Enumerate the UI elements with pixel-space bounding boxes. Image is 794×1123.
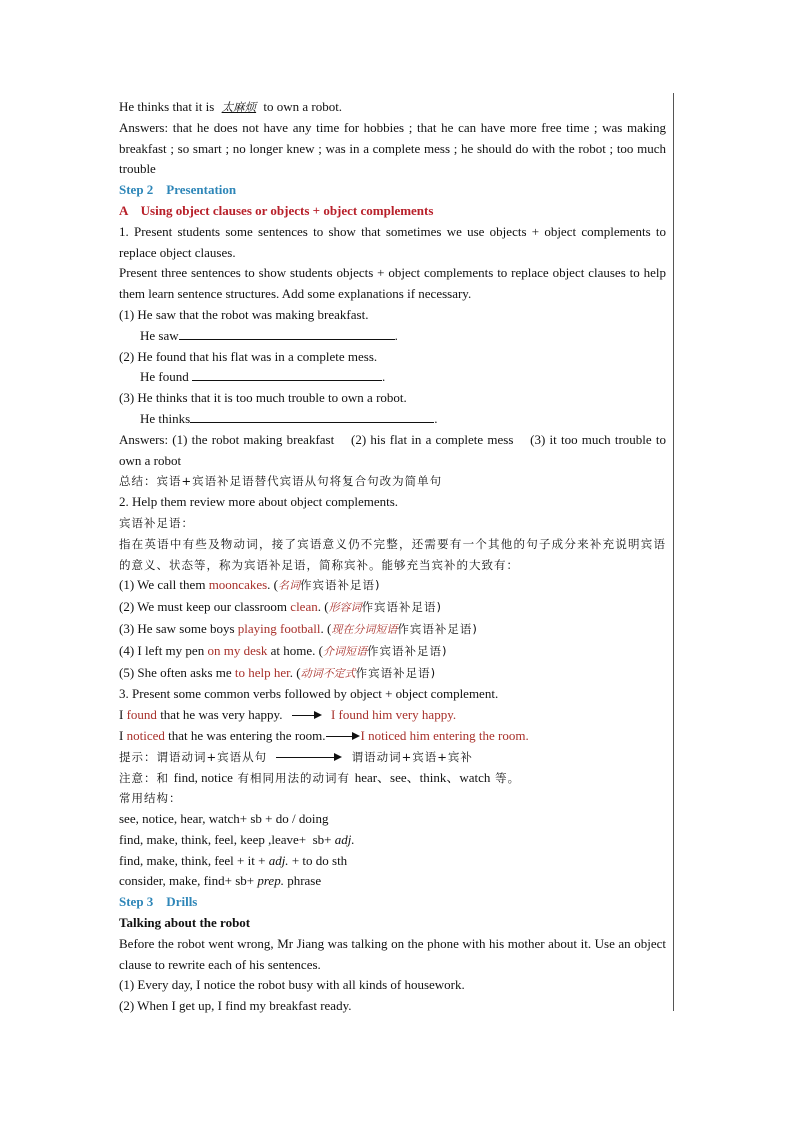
transform-2 bbox=[119, 726, 666, 747]
highlight: found bbox=[126, 707, 157, 723]
drill-2: (2) When I get up, I find my breakfast ready. bbox=[119, 998, 352, 1014]
text: consider, make, find+ sb+ bbox=[119, 873, 258, 889]
text: (5) She often asks me bbox=[119, 664, 235, 680]
step2-p2: Present three sentences to show students objects + object complements to replace object clauses to help them learn sentence structures. Add some explanations if necessary. bbox=[119, 265, 666, 302]
highlight: noticed bbox=[126, 727, 165, 743]
step2-title: Step 2 Presentation bbox=[119, 182, 237, 198]
arrow-right-icon bbox=[276, 753, 342, 763]
example-3-fill: He thinks . bbox=[140, 410, 438, 426]
text: He saw bbox=[140, 327, 179, 343]
text: hear、see、think、watch bbox=[354, 769, 491, 785]
step3-subtitle: Talking about the robot bbox=[119, 915, 251, 931]
text: He thinks bbox=[140, 410, 191, 426]
highlight: I noticed him entering the room. bbox=[360, 727, 529, 743]
note: 形容词 bbox=[328, 601, 362, 615]
text: (4) I left my pen bbox=[119, 642, 208, 658]
step2-p4: 3. Present some common verbs followed by object + object complement. bbox=[119, 686, 499, 702]
step2-p3: 2. Help them review more about object complements. bbox=[119, 494, 399, 510]
text: . ( bbox=[320, 620, 332, 636]
text: prep. bbox=[257, 873, 284, 889]
text: find, notice bbox=[173, 769, 233, 785]
oc-item bbox=[119, 663, 666, 685]
text: to own a robot. bbox=[263, 99, 343, 114]
oc-item bbox=[119, 641, 666, 663]
example-3: (3) He thinks that it is too much trouble to own a robot. bbox=[119, 390, 407, 406]
intro-answers: Answers: that he does not have any time for hobbies ; that he can have more free time ; was making breakfast ; so smart ; no longer knew ; was in a complete mess ; he should do with the robot ; too much trouble bbox=[119, 119, 666, 177]
step3-p1: Before the robot went wrong, Mr Jiang was talking on the phone with his mother about it. Use an object clause to rewrite each of his sentences. bbox=[119, 935, 666, 972]
example-1: (1) He saw that the robot was making breakfast. bbox=[119, 306, 369, 322]
step2-answers: Answers: (1) the robot making breakfast (2) his flat in a complete mess (3) it too much trouble to own a robot bbox=[119, 431, 670, 468]
text: 作宾语补足语) bbox=[397, 621, 478, 636]
blank-line bbox=[190, 409, 434, 423]
text: I bbox=[119, 727, 127, 743]
text: phrase bbox=[283, 873, 322, 889]
transform-1 bbox=[119, 705, 666, 726]
underlined-answer: 太麻烦 bbox=[221, 100, 257, 114]
text: adj. bbox=[268, 852, 289, 868]
text: 等。 bbox=[490, 770, 521, 785]
blank-line bbox=[192, 367, 382, 381]
oc-desc: 指在英语中有些及物动词，接了宾语意义仍不完整，还需要有一个其他的句子成分来补充说明宾语的意义、状态等，称为宾语补足语，简称宾补。能够充当宾补的大致有： bbox=[119, 536, 666, 572]
oc-item bbox=[119, 575, 666, 597]
text: 作宾语补足语) bbox=[300, 578, 381, 593]
text: at home. ( bbox=[267, 642, 323, 658]
step2-p1: 1. Present students some sentences to show that sometimes we use objects + object complements to replace object clauses. bbox=[119, 223, 666, 260]
table-border-right bbox=[673, 93, 674, 1011]
tip bbox=[119, 747, 666, 768]
structure-2 bbox=[119, 830, 666, 851]
text: . ( bbox=[317, 599, 329, 615]
oc-item bbox=[119, 619, 666, 641]
text: that he was very happy. bbox=[156, 707, 283, 723]
intro-line bbox=[119, 97, 666, 118]
note: 现在分词短语 bbox=[331, 622, 398, 636]
highlight: I found him very happy. bbox=[330, 707, 457, 723]
text: adj. bbox=[334, 831, 355, 847]
text: that he was entering the room. bbox=[164, 727, 326, 743]
text: 作宾语补足语) bbox=[355, 665, 437, 680]
arrow-right-icon bbox=[326, 732, 360, 742]
drill-1: (1) Every day, I notice the robot busy with all kinds of housework. bbox=[119, 977, 465, 993]
text: He found bbox=[140, 369, 189, 385]
text: I bbox=[119, 707, 127, 723]
note bbox=[119, 768, 666, 789]
text: + to do sth bbox=[288, 852, 348, 868]
example-2-fill: He found . bbox=[140, 369, 386, 385]
text: 注意：和 bbox=[119, 770, 174, 785]
text: (1) We call them bbox=[119, 577, 209, 593]
text: 谓语动词+宾语+宾补 bbox=[351, 749, 473, 764]
note: 名词 bbox=[278, 579, 301, 593]
highlight: mooncakes bbox=[208, 577, 268, 593]
highlight: clean bbox=[290, 599, 318, 615]
oc-item bbox=[119, 597, 666, 619]
text: He thinks that it is bbox=[119, 99, 215, 114]
text: 有相同用法的动词有 bbox=[232, 770, 355, 785]
summary: 总结：宾语+宾语补足语替代宾语从句将复合句改为简单句 bbox=[119, 474, 443, 489]
text: . ( bbox=[267, 577, 279, 593]
text: (2) We must keep our classroom bbox=[119, 599, 291, 615]
document-content bbox=[119, 97, 670, 1017]
text: 作宾语补足语) bbox=[361, 600, 443, 615]
text: find, make, think, feel, keep ,leave+ sb+ bbox=[119, 831, 335, 847]
step3-title: Step 3 Drills bbox=[119, 894, 198, 910]
example-1-fill: He saw . bbox=[140, 327, 398, 343]
structure-4 bbox=[119, 871, 666, 892]
struct-title: 常用结构： bbox=[119, 791, 182, 806]
arrow-right-icon bbox=[292, 711, 322, 721]
oc-title: 宾语补足语： bbox=[119, 515, 194, 530]
example-2: (2) He found that his flat was in a complete mess. bbox=[119, 348, 378, 364]
structure-3 bbox=[119, 851, 666, 872]
text: (3) He saw some boys bbox=[119, 620, 238, 636]
highlight: on my desk bbox=[207, 642, 268, 658]
text: find, make, think, feel + it + bbox=[119, 852, 269, 868]
note: 动词不定式 bbox=[300, 666, 356, 680]
note: 介词短语 bbox=[323, 644, 367, 658]
text: . ( bbox=[289, 664, 301, 680]
structure-1: see, notice, hear, watch+ sb + do / doing bbox=[119, 811, 329, 827]
highlight: playing football bbox=[237, 620, 321, 636]
step2-subhead: A Using object clauses or objects + object complements bbox=[119, 202, 434, 218]
text: 作宾语补足语) bbox=[367, 643, 448, 658]
blank-line bbox=[179, 326, 395, 340]
highlight: to help her bbox=[234, 664, 290, 680]
text: 提示：谓语动词+宾语从句 bbox=[119, 749, 268, 764]
